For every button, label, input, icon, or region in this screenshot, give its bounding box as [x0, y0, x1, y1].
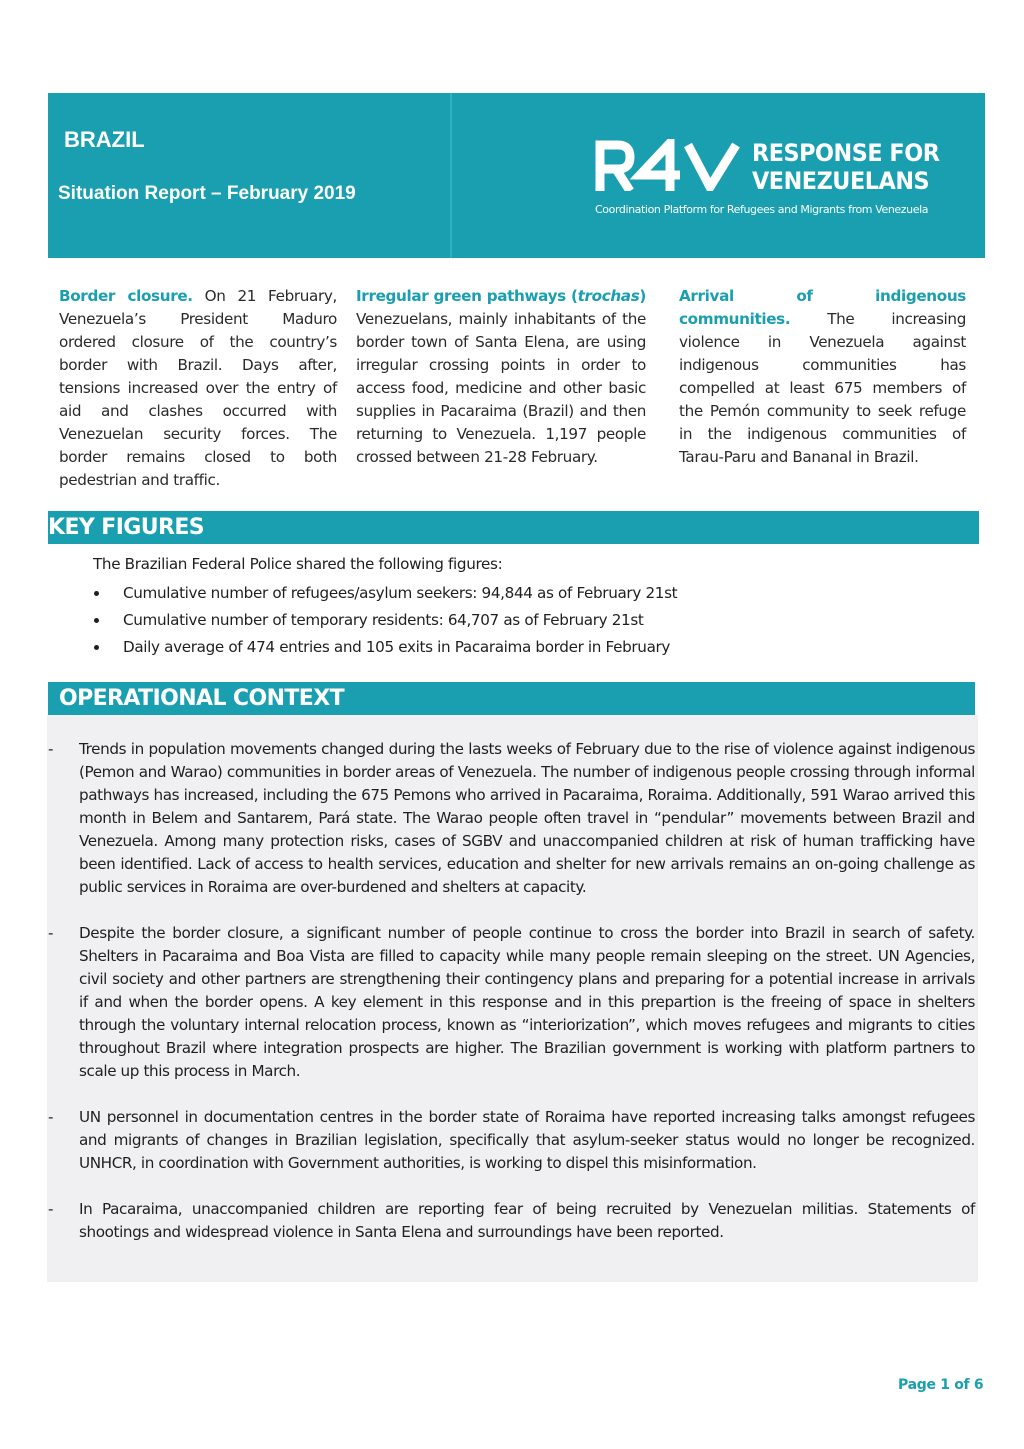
context-paragraph [48, 738, 975, 899]
list-item-text: Cumulative number of temporary residents: 64,707 as of February 21st [123, 611, 644, 629]
context-paragraph-text: In Pacaraima, unaccompanied children are reporting fear of being recruited by Venezuelan militias. Statements of shootings and widespread violence in Santa Elena and surroundings have been reported. [79, 1200, 975, 1241]
country-title: BRAZIL [64, 127, 145, 152]
dash-marker: - [48, 740, 54, 758]
page-number: Page 1 of 6 [898, 1377, 984, 1393]
context-paragraph [48, 1198, 975, 1244]
highlight-title-part: ) [639, 287, 646, 305]
context-paragraph [48, 1106, 975, 1175]
bullet-icon [94, 591, 99, 596]
operational-context-title: OPERATIONAL CONTEXT [59, 686, 344, 711]
context-paragraph [48, 922, 975, 1083]
dash-marker: - [48, 1200, 54, 1218]
list-item-text: Daily average of 474 entries and 105 exits in Pacaraima border in February [123, 638, 671, 656]
key-figures-intro: The Brazilian Federal Police shared the following figures: [93, 555, 503, 573]
list-item-text: Cumulative number of refugees/asylum seekers: 94,844 as of February 21st [123, 584, 678, 602]
context-paragraph-text: Trends in population movements changed during the lasts weeks of February due to the rise of violence against indigenous (Pemon and Warao) communities in border areas of Venezuela. The number of indigenous people crossing through informal pathways has increased, including the 675 Pemons who arrived in Pacaraima, Roraima. Additionally, 591 Warao arrived this month in Belem and Santarem, Pará state. The Warao people often travel in “pendular” movements between Brazil and Venezuela. Among many protection risks, cases of SGBV and unaccompanied children at risk of human trafficking have been identified. Lack of access to health services, education and shelter for new arrivals remains an on-going challenge as public services in Roraima are over-burdened and shelters at capacity. [79, 740, 975, 896]
operational-context-body [47, 715, 978, 1282]
highlight-indigenous [679, 285, 966, 469]
list-item [92, 581, 677, 608]
highlight-title: Arrival of indigenous communities. [679, 287, 966, 328]
highlight-title-part: Irregular green pathways ( [356, 287, 578, 305]
highlight-title-italic: trochas [577, 287, 640, 305]
logo-name-line2: VENEZUELANS [752, 167, 930, 195]
bullet-icon [94, 618, 99, 623]
list-item [92, 608, 677, 635]
header-title-panel [48, 93, 452, 258]
key-figures-list [92, 581, 677, 662]
highlight-text: Venezuelans, mainly inhabitants of the border town of Santa Elena, are using irregular crossing points in order to access food, medicine and other basic supplies in Pacaraima (Brazil) and then returning to Venezuela. 1,197 people crossed between 21-28 February. [356, 310, 646, 466]
context-paragraph-text: UN personnel in documentation centres in the border state of Roraima have reported increasing talks amongst refugees and migrants of changes in Brazilian legislation, specifically that asylum-seeker status would no longer be recognized. UNHCR, in coordination with Government authorities, is working to dispel this misinformation. [79, 1108, 975, 1172]
highlight-text: On 21 February, Venezuela’s President Maduro ordered closure of the country’s border with Brazil. Days after, tensions increased over the entry of aid and clashes occurred with Venezuelan security forces. The border remains closed to both pedestrian and traffic. [59, 287, 337, 489]
dash-marker: - [48, 1108, 54, 1126]
bullet-icon [94, 645, 99, 650]
operational-context-heading [48, 682, 975, 715]
r4v-logo-mark [594, 139, 740, 191]
highlight-trochas [356, 285, 646, 469]
highlight-title: Border closure. [59, 287, 193, 305]
highlight-border-closure [59, 285, 337, 492]
highlight-text: The increasing violence in Venezuela against indigenous communities has compelled at least 675 members of the Pemón community to seek refuge in the indigenous communities of Tarau-Paru and Bananal in Brazil. [679, 310, 966, 466]
logo-tagline: Coordination Platform for Refugees and Migrants from Venezuela [595, 203, 929, 216]
context-paragraph-text: Despite the border closure, a significant number of people continue to cross the border into Brazil in search of safety. Shelters in Pacaraima and Boa Vista are filled to capacity while many people remain sleeping on the street. UN Agencies, civil society and other partners are strengthening their contingency plans and preparing for a potential increase in arrivals if and when the border opens. A key element in this response and in this prepartion is the freeing of space in shelters through the voluntary internal relocation process, known as “interiorization”, which moves refugees and migrants to cities throughout Brazil where integration prospects are higher. The Brazilian government is working with platform partners to scale up this process in March. [79, 924, 975, 1080]
highlight-title [356, 287, 646, 305]
report-header [48, 93, 985, 258]
r4v-logo [452, 93, 985, 258]
list-item [92, 635, 677, 662]
dash-marker: - [48, 924, 54, 942]
logo-name-line1: RESPONSE FOR [752, 139, 940, 167]
key-figures-heading: KEY FIGURES [48, 511, 979, 544]
report-title: Situation Report – February 2019 [58, 183, 356, 204]
